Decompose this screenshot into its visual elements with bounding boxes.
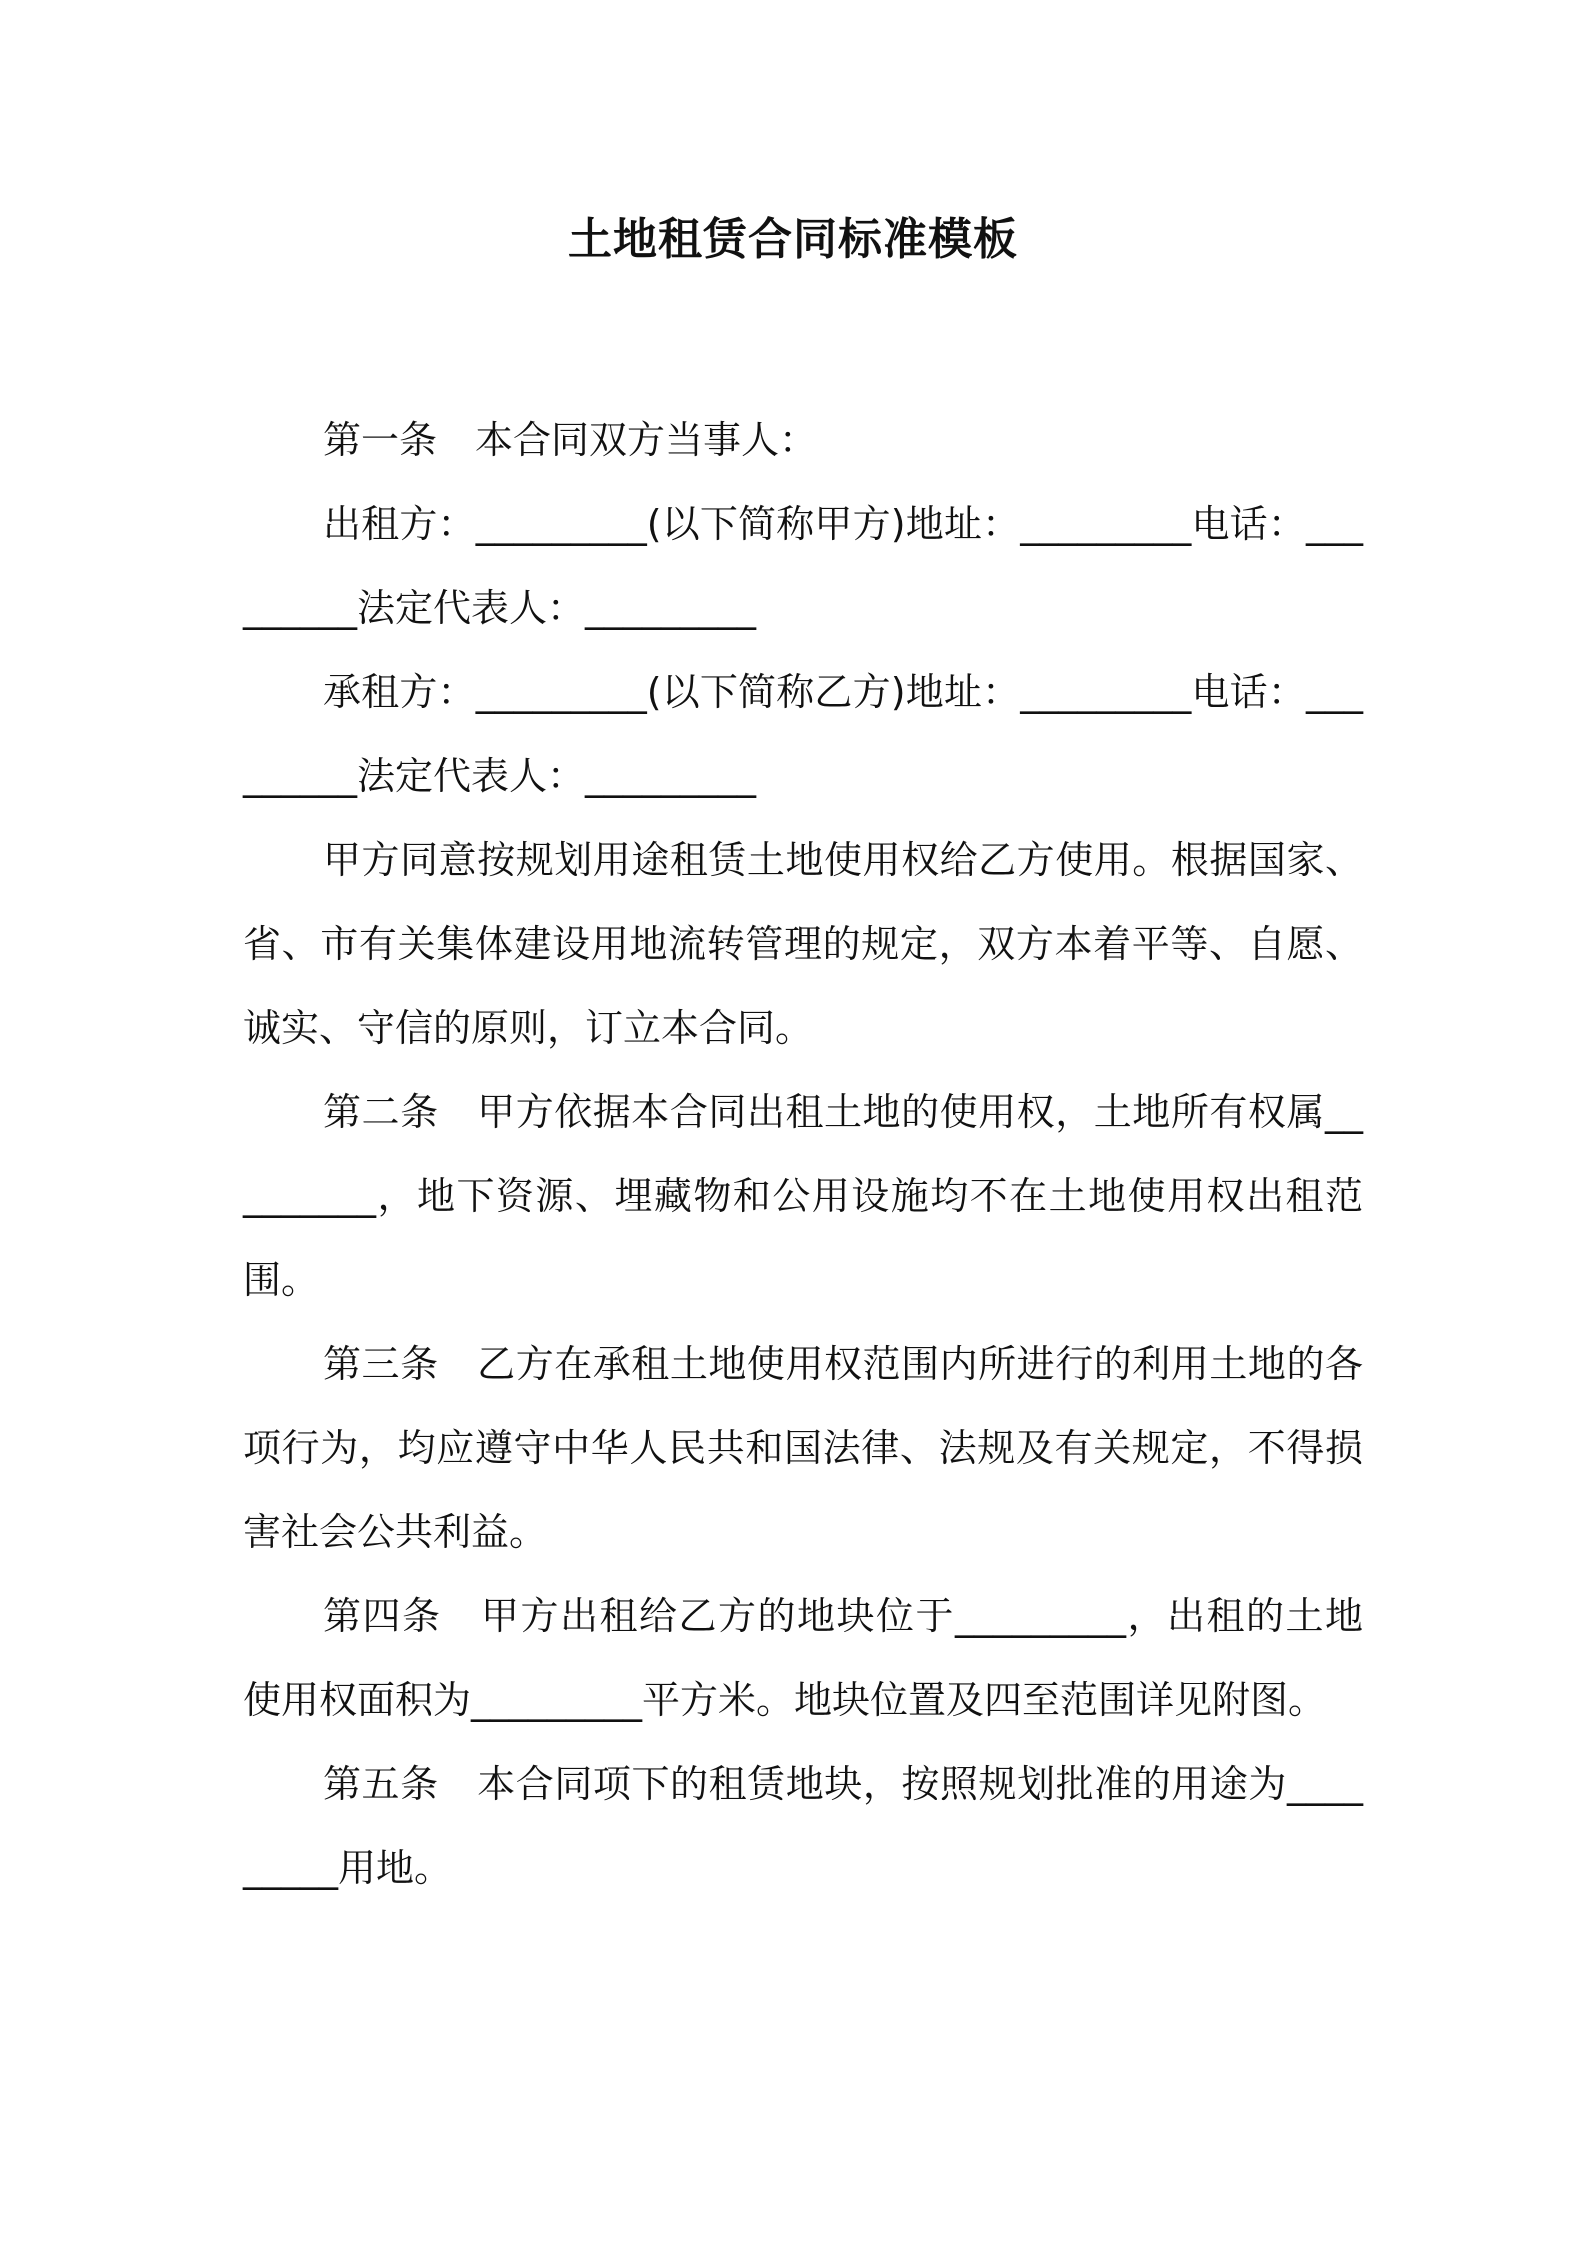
article-2: 第二条 甲方依据本合同出租土地的使用权，土地所有权属_________，地下资源、埋藏物和公用设施均不在土地使用权出租范围。 <box>243 1090 1363 1302</box>
article-5: 第五条 本合同项下的租赁地块，按照规划批准的用途为_________用地。 <box>243 1762 1363 1890</box>
document-title: 土地租赁合同标准模板 <box>568 214 1018 265</box>
document-body <box>243 398 1363 1910</box>
article-4: 第四条 甲方出租给乙方的地块位于_________，出租的土地使用权面积为_________平方米。地块位置及四至范围详见附图。 <box>243 1594 1363 1722</box>
agreement-basis: 甲方同意按规划用途租赁土地使用权给乙方使用。根据国家、省、市有关集体建设用地流转管理的规定，双方本着平等、自愿、诚实、守信的原则，订立本合同。 <box>243 838 1363 1050</box>
article-3: 第三条 乙方在承租土地使用权范围内所进行的利用土地的各项行为，均应遵守中华人民共和国法律、法规及有关规定，不得损害社会公共利益。 <box>243 1342 1363 1554</box>
lessee-info: 承租方：_________(以下简称乙方)地址：_________电话：_________法定代表人：_________ <box>243 670 1363 798</box>
article-1-heading: 第一条 本合同双方当事人： <box>323 418 818 462</box>
lessor-info: 出租方：_________(以下简称甲方)地址：_________电话：_________法定代表人：_________ <box>243 502 1363 630</box>
